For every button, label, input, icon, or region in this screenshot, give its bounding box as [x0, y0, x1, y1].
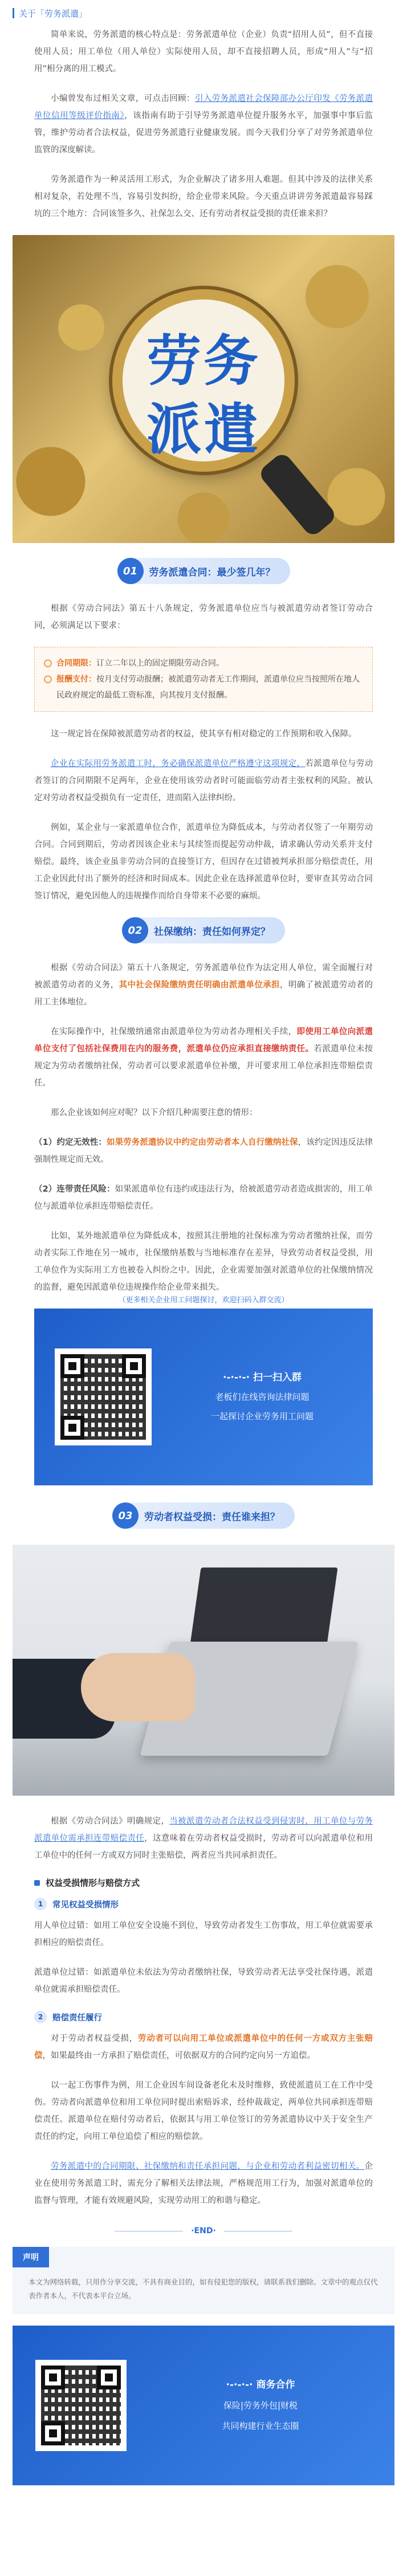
footer-qr-code-image[interactable] — [35, 2360, 127, 2451]
end-label: ·END· — [191, 2226, 216, 2235]
circle-bullet-icon — [44, 659, 52, 667]
item-2-label: （2）连带责任风险： — [34, 1185, 115, 1194]
group-join-banner — [34, 1296, 373, 1485]
sub-heading — [34, 1877, 373, 1889]
section-3-highlight-1: 当被派遣劳动者合法权益受到侵害时，用工单位与劳务派遣单位需承担连带赔偿责任 — [34, 1817, 373, 1843]
section-3-paragraph-1 — [0, 1813, 407, 1864]
intro-paragraph-2 — [0, 90, 407, 159]
declaration-heading: 声明 — [13, 2247, 49, 2267]
business-cooperation-text — [127, 2375, 394, 2436]
requirement-term — [44, 655, 363, 671]
section-2-paragraph-2 — [0, 1023, 407, 1092]
section-2-item-2 — [0, 1181, 407, 1215]
intro-paragraph-3: 劳务派遣作为一种灵活用工形式，为企业解决了诸多用人难题。但其中涉及的法律关系相对复杂，若处理不当，容易引发纠纷，给企业带来风险。今天重点讲讲劳务派遣最容易踩坑的三个地方：合同该签多久、社保怎么交、还有劳动者权益受损的责任谁来担？ — [34, 175, 373, 218]
intro-reference-link[interactable]: 引入劳务派遣社会保障部办公厅印发《劳务派遣单位信用等级评价指南》 — [34, 94, 373, 120]
business-line-2: 保险|劳务外包|财税 — [223, 2400, 298, 2411]
hero-image — [13, 235, 394, 543]
square-bullet-icon — [34, 1880, 40, 1886]
section-1-heading — [0, 558, 407, 584]
group-join-text — [152, 1368, 373, 1426]
section-2-heading — [0, 917, 407, 943]
section-2-paragraph-3: 那么企业该如何应对呢？以下介绍几种需要注意的情形： — [51, 1108, 258, 1117]
section-2-title: 社保缴纳：责任如何界定？ — [154, 926, 270, 938]
footer-qr-finder-bottom-left — [41, 2421, 65, 2445]
section-2-text-d: 若派遣单位未按规定为劳动者缴纳社保，劳动者可以要求派遣单位补缴，并可要求用工单位承担连带赔偿责任。 — [34, 1044, 373, 1088]
laptop-photo — [13, 1545, 394, 1796]
section-2-number: 02 — [122, 917, 148, 943]
section-2-highlight-1: 其中社会保险缴纳责任明确由派遣单位承担 — [119, 981, 280, 990]
intro-text-a: 小编曾发布过相关文章，可点击回顾： — [51, 94, 195, 103]
circle-bullet-icon — [44, 675, 52, 683]
subsection-2-highlight: 劳动者可以向用工单位或派遣单位中的任何一方或双方主张赔偿 — [34, 2034, 373, 2060]
business-cooperation-banner — [13, 2326, 394, 2485]
subsection-2-text-a: 对于劳动者权益受损， — [51, 2034, 138, 2043]
subsection-2-text-b: ，如果最终由一方承担了赔偿责任，可依据双方的合同约定向另一方追偿。 — [42, 2051, 315, 2060]
section-1-number: 01 — [117, 558, 144, 584]
section-1-paragraph-3-text: 若派遣单位与劳动者签订的合同期限不足两年，企业在使用该劳动者时可能面临劳动者主张权利的风险。被认定对劳动者权益受损负有一定责任，进而陷入法律纠纷。 — [34, 759, 373, 803]
section-2-text-c: 在实际操作中，社保缴纳通常由派遣单位为劳动者办理相关手续， — [51, 1027, 297, 1036]
declaration-text: 本文为网络转载，只用作分享交流，不具有商业目的，如有侵犯您的版权，请联系我们删除。文章中的观点仅代表作者本人，不代表本平台立场。 — [29, 2278, 378, 2300]
subsection-2-title-text: 赔偿责任履行 — [52, 2013, 102, 2023]
qr-finder-top-right — [122, 1354, 146, 1378]
group-join-line-3: 一起探讨企业劳务用工问题 — [210, 1411, 314, 1421]
hero-title-line1: 劳务 — [146, 329, 261, 393]
requirement-pay-label: 报酬支付： — [56, 675, 96, 684]
subsection-1-badge: 1 — [34, 1898, 47, 1910]
section-3-text-b: ，这意味着在劳动者权益受损时，劳动者可以向派遣单位和用工单位中的任何一方或双方同时主张赔偿，两者应当共同承担责任。 — [34, 1834, 373, 1860]
section-2-highlight-2: 即使用工单位向派遣单位支付了包括社保费用在内的服务费，派遣单位仍应承担直接缴纳责任。 — [34, 1027, 373, 1054]
subsection-2-paragraph-1 — [0, 2030, 407, 2064]
hero-title-line2: 派遣 — [146, 397, 261, 461]
item-1-highlight: 如果劳务派遣协议中约定由劳动者本人自行缴纳社保 — [106, 1138, 298, 1147]
section-1-highlight: 企业在实际用劳务派遣工时，务必确保派遣单位严格遵守这项规定， — [51, 759, 306, 768]
section-2-text-b: ，明确了被派遣劳动者的用工主体地位。 — [34, 981, 373, 1007]
section-2-paragraph-4: 比如，某外地派遣单位为降低成本，按照其注册地的社保标准为劳动者缴纳社保，而劳动者实际工作地在另一城市，社保缴纳基数与当地标准存在差异，导致劳动者权益受损，用工单位作为实际用工方也被卷入纠纷之中。因此，企业需要加强对派遣单位的社保缴纳情况的监督，避免因派遣单位违规操作给企业带来损失。 — [34, 1232, 373, 1292]
footer-qr-finder-top-left — [41, 2366, 65, 2389]
intro-paragraph-1: 简单来说，劳务派遣的核心特点是：劳务派遣单位（企业）负责“招用人员”，但不直接使用人员；用工单位（用人单位）实际使用人员，却不直接招聘人员，形成“用人”与“招用”相分离的用工模式。 — [34, 30, 373, 74]
business-line-1: ·-·-·-· 商务合作 — [226, 2379, 295, 2391]
contract-requirements-box — [34, 647, 373, 712]
article-tag — [0, 0, 407, 26]
laptop-screen — [189, 1568, 337, 1653]
qr-finder-bottom-left — [60, 1416, 84, 1440]
section-3-text-a: 根据《劳动合同法》明确规定， — [51, 1817, 170, 1826]
section-1-title: 劳务派遣合同：最少签几年？ — [149, 566, 275, 578]
section-3-highlight-2: 劳务派遣中的合同期限、社保缴纳和责任承担问题，与企业和劳动者利益密切相关。 — [51, 2162, 365, 2171]
item-1-label: （1）约定无效性： — [34, 1138, 107, 1147]
requirement-pay-text: 按月支付劳动报酬；被派遣劳动者无工作期间，派遣单位应当按照所在地人民政府规定的最低工资标准，向其按月支付报酬。 — [56, 675, 360, 700]
section-1-paragraph-4: 例如，某企业与一家派遣单位合作，派遣单位为降低成本，与劳动者仅签了一年期劳动合同。合同到期后，劳动者因该企业未与其续签而提起劳动仲裁，请求确认劳动关系并支付赔偿。最终，该企业虽非劳动合同的直接签订方，但因存在过错被判承担部分赔偿责任，用工企业因此付出了额外的经济和时间成本。因此企业在选择派遣单位时，要审查其劳动合同签订情况，避免因他人的违规操作而给自身带来不必要的麻烦。 — [34, 823, 373, 901]
section-3-paragraph-3-text: 企业在使用劳务派遣工时，需充分了解相关法律法规，严格规范用工行为，加强对派遣单位的监督与管理，才能有效规避风险，实现劳动用工的和谐与稳定。 — [34, 2162, 373, 2205]
requirement-pay — [44, 671, 363, 703]
group-join-line-1: ·-·-·-· 扫一扫入群 — [223, 1372, 302, 1383]
footer-qr-finder-top-right — [97, 2366, 121, 2389]
business-line-3: 共同构建行业生态圈 — [222, 2421, 299, 2431]
item-2-text: 如果派遣单位有违约或违法行为，给被派遣劳动者造成损害的，用工单位与派遣单位承担连带赔偿责任。 — [34, 1185, 373, 1211]
tag-label: 关于「劳务派遣」 — [19, 8, 88, 19]
section-2-pill — [122, 917, 285, 943]
qr-code-image[interactable] — [55, 1348, 152, 1445]
section-3-paragraph-3 — [0, 2158, 407, 2209]
person-hand — [81, 1653, 195, 1722]
section-2-item-1 — [0, 1134, 407, 1168]
section-1-paragraph-1: 根据《劳动合同法》第五十八条规定，劳务派遣单位应当与被派遣劳动者签订劳动合同，必须满足以下要求： — [34, 604, 373, 630]
intro-text-b: ，该指南有助于引导劳务派遣单位提升服务水平，加强事中事后监管，维护劳动者合法权益，促进劳务派遣行业健康发展。而今天我们分享了对劳务派遣单位监管的深度解读。 — [34, 111, 373, 155]
subsection-1-title-text: 常见权益受损情形 — [52, 1900, 119, 1910]
end-divider — [0, 2226, 407, 2235]
subsection-2-badge: 2 — [34, 2011, 47, 2023]
subsection-1-title — [34, 1898, 373, 1910]
requirement-term-text: 订立二年以上的固定期限劳动合同。 — [96, 659, 224, 668]
group-join-caption: （更多相关企业用工问题探讨，欢迎扫码入群交流） — [118, 1296, 289, 1305]
section-3-title: 劳动者权益受损：责任谁来担？ — [144, 1511, 280, 1523]
section-1-paragraph-2: 这一规定旨在保障被派遣劳动者的权益，使其享有相对稳定的工作预期和收入保障。 — [51, 730, 357, 739]
item-1-text: ，该约定因违反法律强制性规定而无效。 — [34, 1138, 373, 1164]
section-3-pill — [112, 1502, 295, 1529]
declaration-box — [13, 2247, 394, 2314]
subsection-1-paragraph-1: 用人单位过错：如用工单位安全设施不到位，导致劳动者发生工伤事故，用工单位就需要承担相应的赔偿责任。 — [34, 1921, 373, 1947]
tag-bar — [13, 8, 14, 18]
subsection-1-paragraph-2: 派遣单位过错：如派遣单位未依法为劳动者缴纳社保，导致劳动者无法享受社保待遇，派遣单位就需承担赔偿责任。 — [34, 1968, 373, 1994]
section-2-text-a: 根据《劳动合同法》第五十八条规定，劳务派遣单位作为法定用人单位，需全面履行对被派遣劳动者的义务， — [34, 963, 373, 990]
section-3-heading — [0, 1502, 407, 1529]
sub-heading-text: 权益受损情形与赔偿方式 — [46, 1878, 140, 1888]
section-2-paragraph-1 — [0, 959, 407, 1011]
qr-finder-top-left — [60, 1354, 84, 1378]
group-join-line-2: 老板们在线咨询法律问题 — [215, 1392, 310, 1402]
section-1-paragraph-3 — [0, 755, 407, 807]
section-3-paragraph-2: 以一起工伤事件为例，用工企业因车间设备老化未及时维修，致使派遣员工在工作中受伤。劳动者向派遣单位和用工单位同时提出索赔诉求，经仲裁裁定，两单位共同承担连带赔偿责任。派遣单位在赔付劳动者后，依据其与用工单位签订的劳务派遣协议中关于安全生产责任的约定，向用工单位追偿了相应的赔偿款。 — [34, 2081, 373, 2141]
section-3-number: 03 — [112, 1502, 139, 1529]
section-1-pill — [117, 558, 290, 584]
subsection-2-title — [34, 2011, 373, 2023]
requirement-term-label: 合同期限： — [56, 659, 96, 668]
